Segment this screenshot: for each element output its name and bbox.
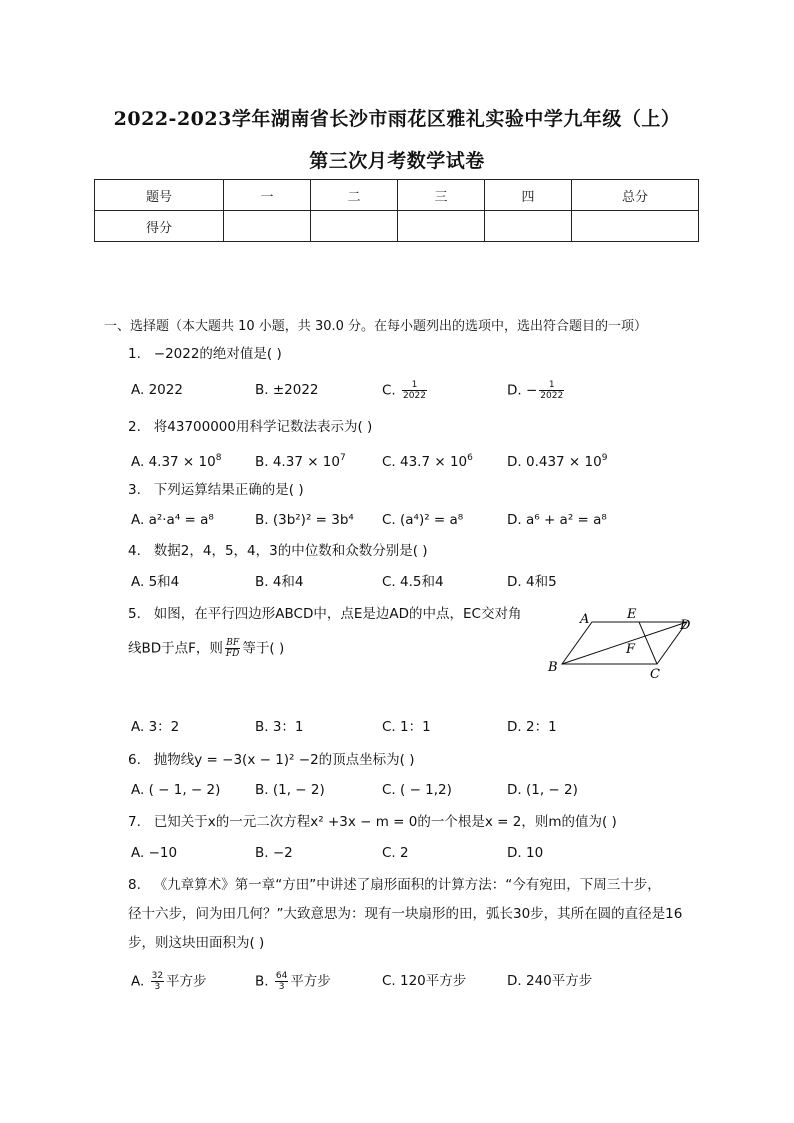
option-b[interactable]: B. −2 xyxy=(255,845,293,861)
question-5-line1 xyxy=(128,604,521,624)
score-header-cell: 总分 xyxy=(572,180,699,211)
segment-ec xyxy=(639,622,657,664)
question-3 xyxy=(128,480,304,500)
option-a[interactable]: A. 3：2 xyxy=(131,719,180,735)
exam-title-line1: 2022-2023学年湖南省长沙市雨花区雅礼实验中学九年级（上） xyxy=(113,108,681,130)
question-8-options xyxy=(131,971,731,991)
option-c[interactable]: C. 120平方步 xyxy=(382,973,467,989)
question-number: 5. xyxy=(128,606,141,622)
exponent: 9 xyxy=(601,453,608,463)
option-c[interactable]: C. 4.5和4 xyxy=(382,574,444,590)
vertex-label-e: E xyxy=(627,607,637,622)
fraction-denominator: FD xyxy=(225,649,240,659)
score-header-cell: 题号 xyxy=(95,180,224,211)
option-d-label: D. − xyxy=(507,382,538,399)
exam-title-line2: 第三次月考数学试卷 xyxy=(309,150,485,172)
question-5-line2 xyxy=(128,638,284,659)
option-a[interactable] xyxy=(131,971,207,992)
score-header-cell: 三 xyxy=(398,180,485,211)
option-a-text: A. 4.37 × 10 xyxy=(131,454,216,470)
vertex-label-b: B xyxy=(548,660,558,675)
fraction-denominator: 2022 xyxy=(403,391,426,401)
question-stem-part: 等于( ) xyxy=(242,640,285,657)
question-stem: 《九章算术》第一章“方田”中讲述了扇形面积的计算方法：“今有宛田，下周三十步， xyxy=(153,877,661,893)
question-stem: −2022的绝对值是( ) xyxy=(153,346,282,362)
score-input-cell[interactable] xyxy=(398,211,485,242)
option-c-label: C. xyxy=(382,382,396,399)
question-8-line3: 步，则这块田面积为( ) xyxy=(128,935,265,951)
score-input-cell[interactable] xyxy=(485,211,572,242)
question-6 xyxy=(128,750,414,770)
question-stem-part: 线BD于点F，则 xyxy=(128,640,223,657)
question-stem: 抛物线y = −3(x − 1)² −2的顶点坐标为( ) xyxy=(153,752,415,768)
option-c[interactable] xyxy=(382,380,429,401)
question-5-options xyxy=(131,717,731,737)
question-number: 8. xyxy=(128,877,141,893)
option-c-text: C. 43.7 × 10 xyxy=(382,454,468,470)
parallelogram-figure xyxy=(540,605,710,685)
option-a[interactable] xyxy=(131,448,221,472)
fraction xyxy=(151,971,164,992)
option-c[interactable]: C. 2 xyxy=(382,845,409,861)
vertex-label-d: D xyxy=(680,618,691,633)
score-row-label: 得分 xyxy=(95,211,224,242)
score-input-cell[interactable] xyxy=(224,211,311,242)
option-a-label: A. xyxy=(131,973,145,990)
fraction xyxy=(539,380,564,401)
fraction-numerator: 32 xyxy=(151,971,164,981)
question-2 xyxy=(128,417,372,437)
option-a-unit: 平方步 xyxy=(166,973,207,990)
fraction-numerator: 1 xyxy=(402,380,427,391)
question-stem: 已知关于x的一元二次方程x² +3x − m = 0的一个根是x = 2，则m的值为( ) xyxy=(153,814,617,830)
question-stem: 下列运算结果正确的是( ) xyxy=(153,482,304,498)
option-b[interactable]: B. 3：1 xyxy=(255,719,304,735)
question-stem: 数据2，4，5，4，3的中位数和众数分别是( ) xyxy=(153,543,428,559)
score-header-cell: 一 xyxy=(224,180,311,211)
option-d[interactable] xyxy=(507,380,566,401)
question-number: 1. xyxy=(128,346,141,362)
option-b-text: B. 4.37 × 10 xyxy=(255,454,340,470)
option-d[interactable]: D. 2：1 xyxy=(507,719,557,735)
fraction-numerator: 1 xyxy=(539,380,564,391)
fraction-denominator: 3 xyxy=(154,982,161,992)
fraction xyxy=(402,380,427,401)
option-d[interactable]: D. 10 xyxy=(507,845,544,861)
option-b[interactable]: B. 4和4 xyxy=(255,574,304,590)
question-stem: 如图，在平行四边形ABCD中，点E是边AD的中点，EC交对角 xyxy=(153,606,522,622)
option-b-unit: 平方步 xyxy=(290,973,331,990)
option-a[interactable]: A. a²·a⁴ = a⁸ xyxy=(131,512,214,528)
vertex-label-f: F xyxy=(626,642,636,657)
question-2-options xyxy=(131,448,731,468)
question-number: 3. xyxy=(128,482,141,498)
score-table xyxy=(94,179,699,242)
question-1 xyxy=(128,344,282,364)
fraction xyxy=(275,971,288,992)
vertex-label-c: C xyxy=(650,667,660,682)
score-input-cell[interactable] xyxy=(311,211,398,242)
question-8 xyxy=(128,871,698,958)
option-c[interactable]: C. ( − 1,2) xyxy=(382,782,452,798)
fraction-numerator: BF xyxy=(226,638,240,648)
option-b[interactable]: B. (3b²)² = 3b⁴ xyxy=(255,512,354,528)
score-input-cell[interactable] xyxy=(572,211,699,242)
option-c[interactable] xyxy=(382,448,473,472)
question-8-line1 xyxy=(128,871,698,900)
fraction-denominator: 3 xyxy=(278,982,285,992)
option-c[interactable]: C. 1：1 xyxy=(382,719,431,735)
section-heading: 一、选择题（本大题共 10 小题，共 30.0 分。在每小题列出的选项中，选出符合题目的一项） xyxy=(104,319,648,334)
question-7-options xyxy=(131,843,731,863)
option-d[interactable] xyxy=(507,448,607,472)
option-b[interactable]: B. (1, − 2) xyxy=(255,782,325,798)
option-a[interactable]: A. ( − 1, − 2) xyxy=(131,782,221,798)
option-d[interactable]: D. a⁶ + a² = a⁸ xyxy=(507,512,607,528)
option-b-label: B. xyxy=(255,973,269,990)
question-stem: 将43700000用科学记数法表示为( ) xyxy=(153,419,373,435)
score-table-header-row xyxy=(95,180,699,211)
question-number: 4. xyxy=(128,543,141,559)
question-1-options xyxy=(131,380,731,400)
fraction xyxy=(225,638,240,659)
score-table-score-row xyxy=(95,211,699,242)
option-a[interactable]: A. 2022 xyxy=(131,382,183,398)
question-number: 6. xyxy=(128,752,141,768)
option-b[interactable]: B. ±2022 xyxy=(255,382,319,398)
score-header-cell: 二 xyxy=(311,180,398,211)
option-d-text: D. 0.437 × 10 xyxy=(507,454,602,470)
option-d[interactable]: D. (1, − 2) xyxy=(507,782,578,798)
exponent: 7 xyxy=(339,453,346,463)
option-a[interactable]: A. −10 xyxy=(131,845,178,861)
question-number: 2. xyxy=(128,419,141,435)
question-4 xyxy=(128,541,428,561)
diagonal-bd xyxy=(562,622,687,664)
option-b[interactable] xyxy=(255,971,331,992)
exponent: 6 xyxy=(467,453,473,463)
exponent: 8 xyxy=(215,453,222,463)
fraction-numerator: 64 xyxy=(275,971,288,981)
question-7 xyxy=(128,812,617,832)
question-8-line2: 径十六步，问为田几何？”大致意思为：现有一块扇形的田，弧长30步，其所在圆的直径是16 xyxy=(128,906,683,922)
option-c[interactable]: C. (a⁴)² = a⁸ xyxy=(382,512,464,528)
option-d[interactable]: D. 240平方步 xyxy=(507,973,593,989)
score-header-cell: 四 xyxy=(485,180,572,211)
question-6-options xyxy=(131,780,731,800)
question-4-options xyxy=(131,572,731,592)
question-number: 7. xyxy=(128,814,141,830)
option-b[interactable] xyxy=(255,448,346,472)
vertex-label-a: A xyxy=(580,612,590,627)
option-d[interactable]: D. 4和5 xyxy=(507,574,557,590)
option-a[interactable]: A. 5和4 xyxy=(131,574,180,590)
fraction-denominator: 2022 xyxy=(540,391,564,401)
question-3-options xyxy=(131,510,731,530)
